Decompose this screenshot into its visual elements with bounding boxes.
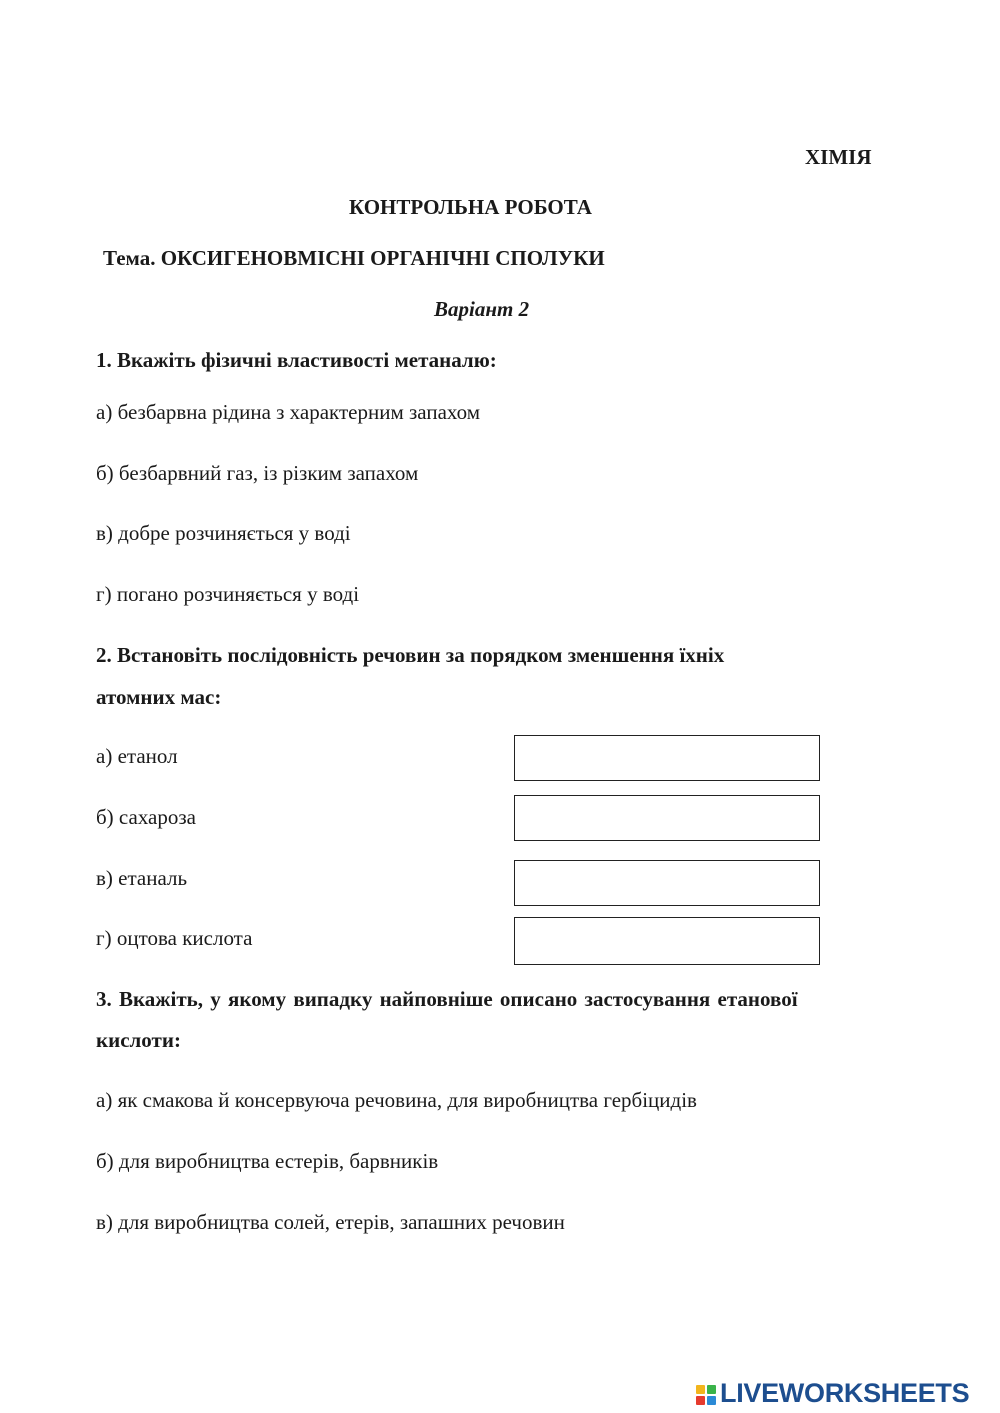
q3-option-b: б) для виробництва естерів, барвників [96,1149,439,1173]
logo-text: LIVEWORKSHEETS [720,1377,970,1408]
q3-option-c: в) для виробництва солей, етерів, запашних речовин [96,1210,565,1234]
liveworksheets-logo [696,1378,969,1408]
q2-option-d: г) оцтова кислота [96,926,253,950]
q2-answer-box-c[interactable] [514,860,820,906]
question-2-line-1: 2. Встановіть послідовність речовин за порядком зменшення їхніх [96,643,725,667]
q2-answer-box-b[interactable] [514,795,820,841]
q2-option-c: в) етаналь [96,866,188,890]
question-3-line-2: кислоти: [96,1028,181,1052]
q3-option-a: а) як смакова й консервуюча речовина, для виробництва гербіцидів [96,1088,697,1112]
question-2-line-2: атомних мас: [96,685,222,709]
variant-label: Варіант 2 [434,297,530,321]
question-1: 1. Вкажіть фізичні властивості метаналю: [96,348,497,372]
q2-answer-box-a[interactable] [514,735,820,781]
q1-option-c: в) добре розчиняється у воді [96,521,351,545]
q1-option-b: б) безбарвний газ, із різким запахом [96,461,419,485]
q1-option-a: а) безбарвна рідина з характерним запахом [96,400,480,424]
q2-option-a: а) етанол [96,744,178,768]
subject-title: ХІМІЯ [805,145,872,169]
liveworksheets-logo-icon [696,1385,716,1405]
topic-title: Тема. ОКСИГЕНОВМІСНІ ОРГАНІЧНІ СПОЛУКИ [103,246,605,270]
page-title: КОНТРОЛЬНА РОБОТА [349,195,592,219]
q1-option-d: г) погано розчиняється у воді [96,582,360,606]
q2-answer-box-d[interactable] [514,917,820,965]
q2-option-b: б) сахароза [96,805,196,829]
question-3-line-1: 3. Вкажіть, у якому випадку найповніше описано застосування етанової [96,987,798,1011]
